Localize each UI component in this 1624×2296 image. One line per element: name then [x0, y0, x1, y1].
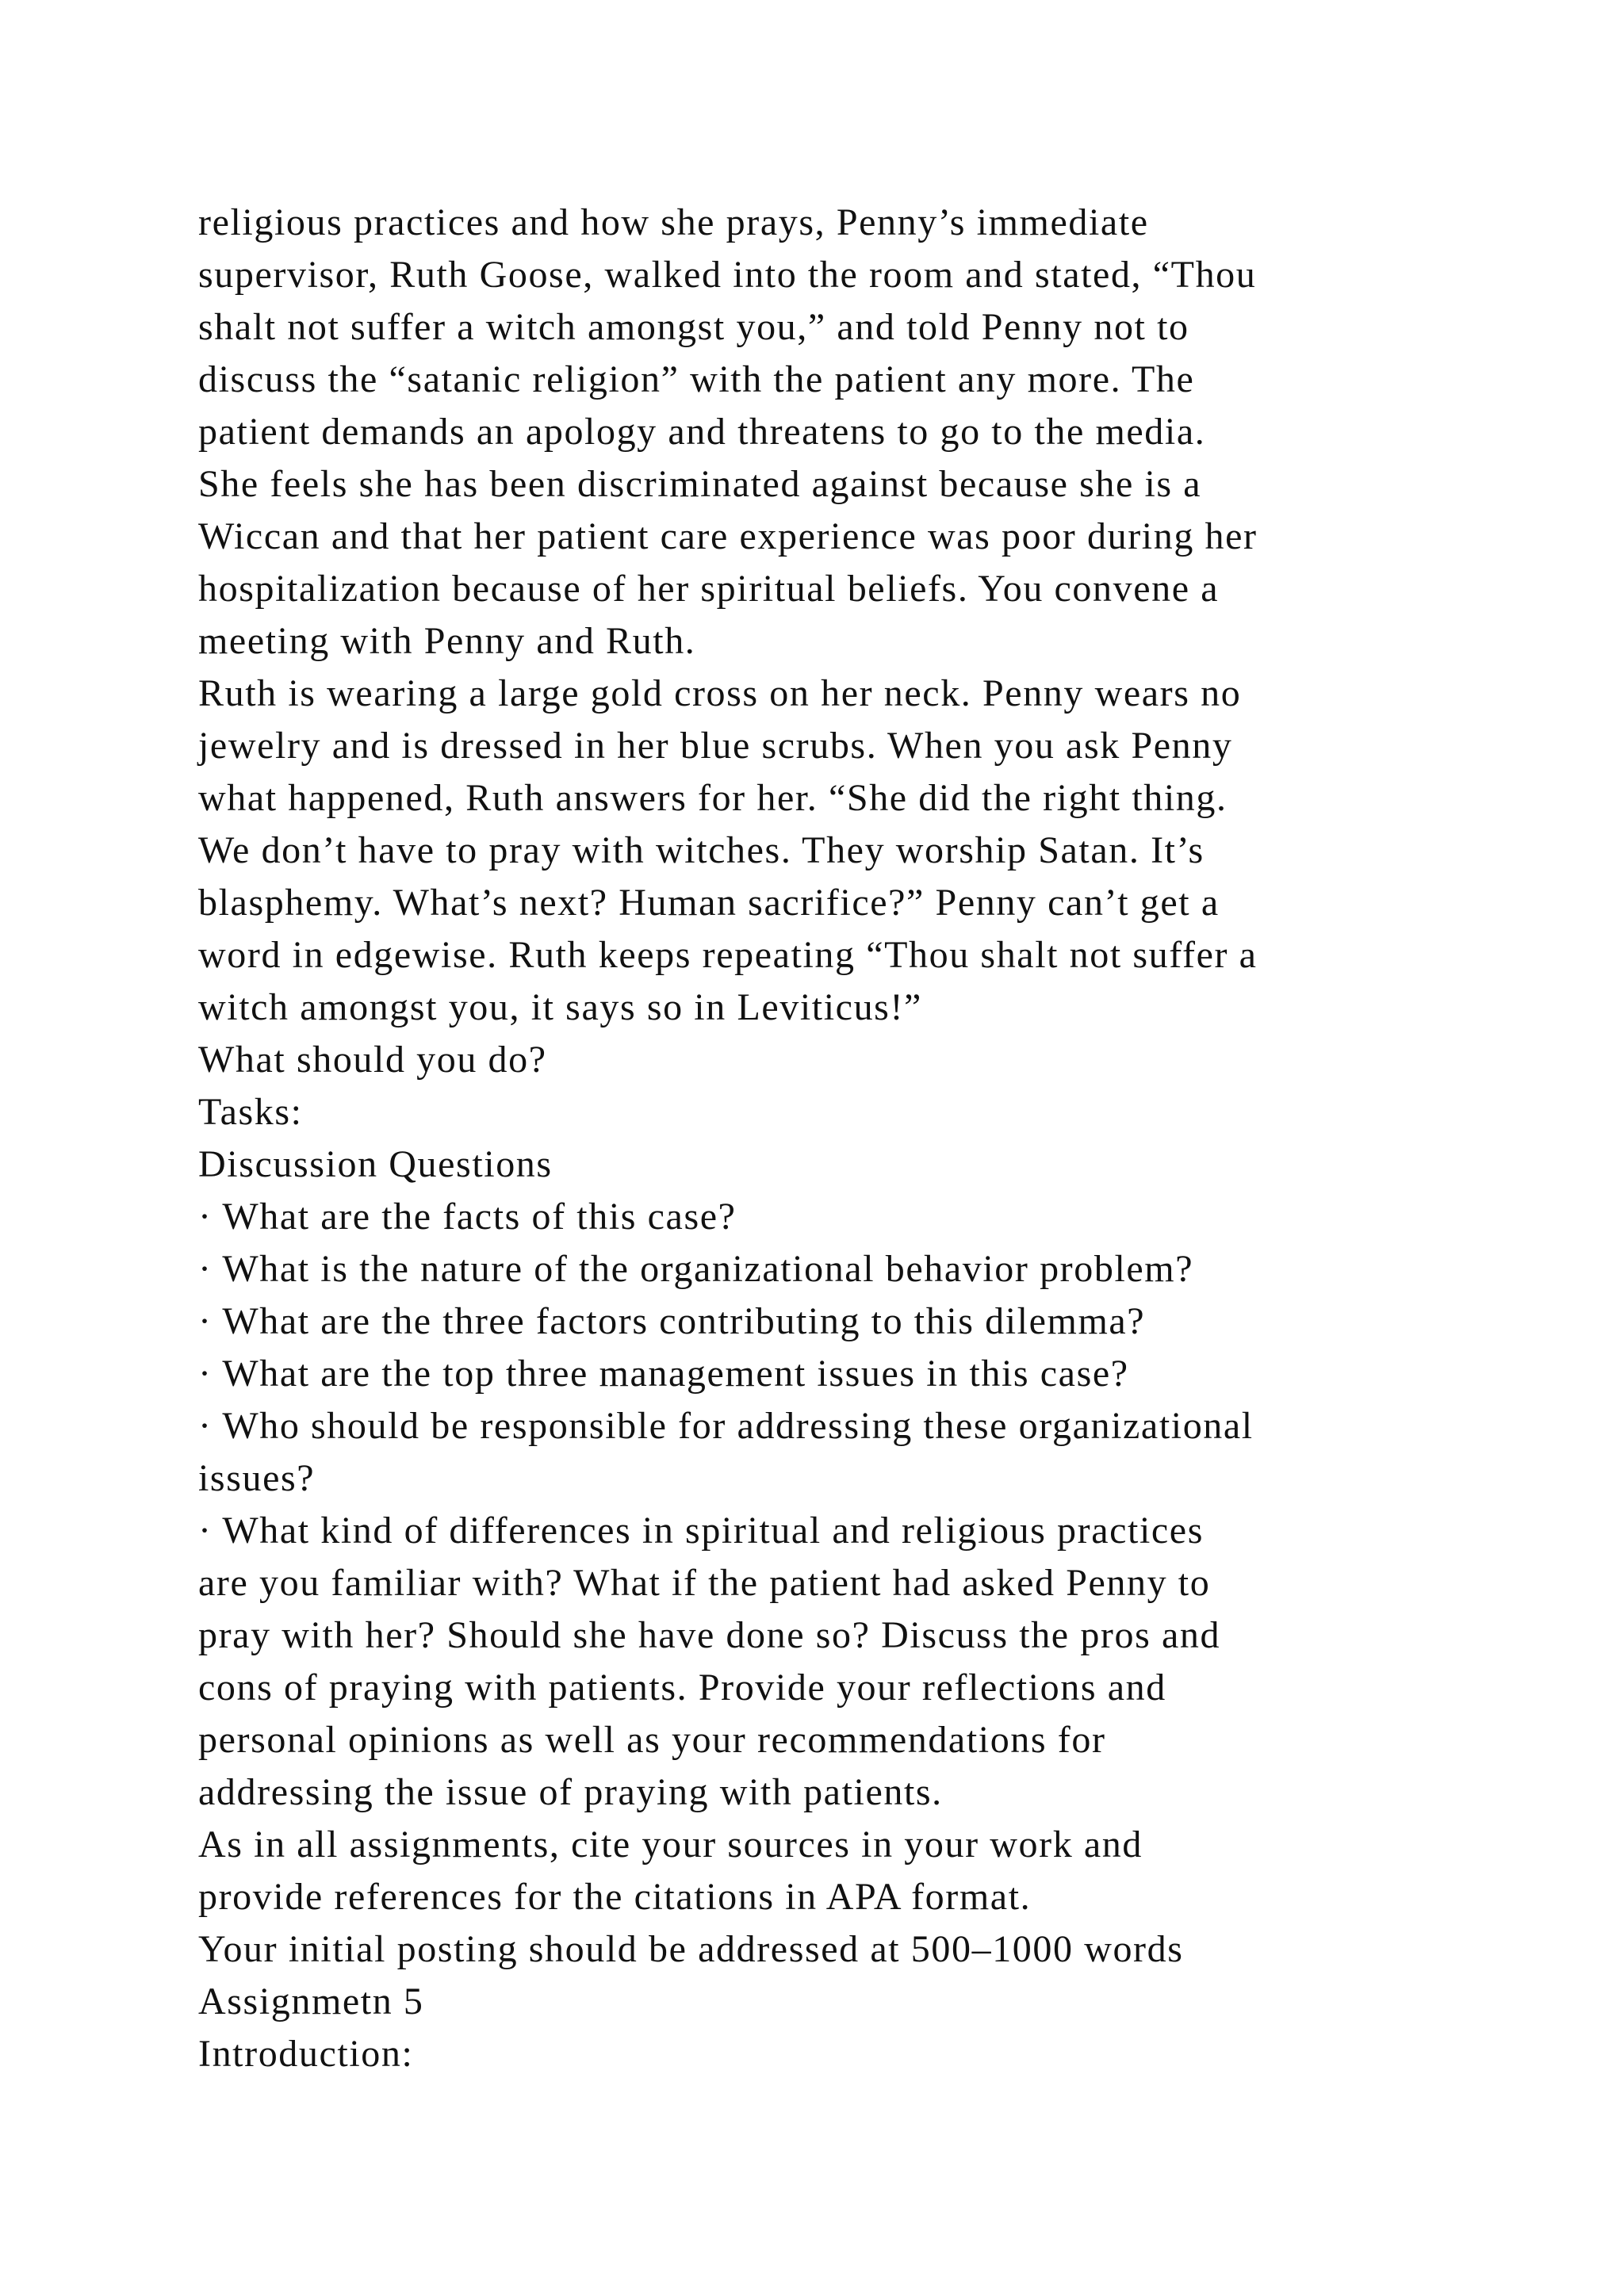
text-line: patient demands an apology and threatens to go to the media.: [198, 411, 1206, 453]
bullet-item: · What kind of differences in spiritual and religious practices: [198, 1510, 1204, 1552]
text-line: provide references for the citations in APA format.: [198, 1876, 1032, 1918]
bullet-item: · Who should be responsible for addressing these organizational: [198, 1405, 1254, 1447]
introduction-heading: Introduction:: [198, 2033, 414, 2075]
bullet-item: · What are the facts of this case?: [198, 1196, 737, 1238]
text-line: hospitalization because of her spiritual beliefs. You convene a: [198, 568, 1220, 610]
text-line: supervisor, Ruth Goose, walked into the room and stated, “Thou: [198, 254, 1257, 296]
text-line: blasphemy. What’s next? Human sacrifice?” Penny can’t get a: [198, 882, 1220, 924]
text-line: what happened, Ruth answers for her. “She did the right thing.: [198, 777, 1228, 819]
tasks-heading: Tasks:: [198, 1091, 303, 1133]
text-line: witch amongst you, it says so in Leviticus!”: [198, 986, 922, 1028]
text-line: Your initial posting should be addressed at 500–1000 words: [198, 1928, 1184, 1970]
text-line: jewelry and is dressed in her blue scrubs. When you ask Penny: [198, 725, 1233, 767]
assignment-heading: Assignmetn 5: [198, 1980, 424, 2022]
bullet-item-continued: addressing the issue of praying with patients.: [198, 1771, 943, 1813]
bullet-item: · What are the three factors contributing to this dilemma?: [198, 1300, 1146, 1342]
text-line: Wiccan and that her patient care experience was poor during her: [198, 515, 1258, 557]
document-body: [198, 197, 1499, 2080]
question-prompt: What should you do?: [198, 1039, 547, 1081]
bullet-item-continued: issues?: [198, 1457, 316, 1499]
bullet-item: · What are the top three management issues in this case?: [198, 1353, 1129, 1395]
bullet-item-continued: are you familiar with? What if the patient had asked Penny to: [198, 1562, 1211, 1604]
text-line: shalt not suffer a witch amongst you,” and told Penny not to: [198, 306, 1189, 348]
bullet-item: · What is the nature of the organizational behavior problem?: [198, 1248, 1194, 1290]
bullet-item-continued: cons of praying with patients. Provide your reflections and: [198, 1667, 1166, 1709]
text-line: Ruth is wearing a large gold cross on her neck. Penny wears no: [198, 672, 1242, 714]
text-line: word in edgewise. Ruth keeps repeating “Thou shalt not suffer a: [198, 934, 1258, 976]
discussion-questions-heading: Discussion Questions: [198, 1143, 553, 1185]
text-line: discuss the “satanic religion” with the patient any more. The: [198, 358, 1195, 400]
text-line: religious practices and how she prays, Penny’s immediate: [198, 201, 1149, 243]
bullet-item-continued: personal opinions as well as your recommendations for: [198, 1719, 1106, 1761]
text-line: As in all assignments, cite your sources in your work and: [198, 1823, 1143, 1866]
text-line: meeting with Penny and Ruth.: [198, 620, 696, 662]
text-line: We don’t have to pray with witches. They worship Satan. It’s: [198, 829, 1205, 871]
bullet-item-continued: pray with her? Should she have done so? Discuss the pros and: [198, 1614, 1221, 1656]
text-line: She feels she has been discriminated against because she is a: [198, 463, 1202, 505]
